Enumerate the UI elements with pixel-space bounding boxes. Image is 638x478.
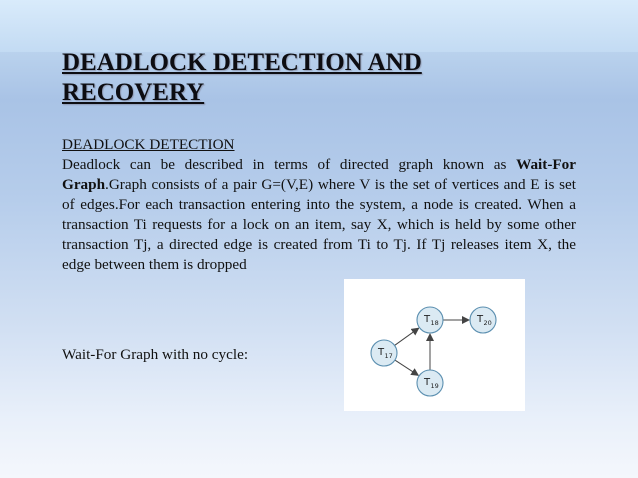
wait-for-graph-figure xyxy=(344,279,525,411)
node-t17 xyxy=(371,340,397,366)
slide-body xyxy=(62,135,576,275)
node-t19 xyxy=(417,370,443,396)
section-subheading: DEADLOCK DETECTION xyxy=(62,136,235,153)
edge-t17-to-t18 xyxy=(395,328,419,345)
node-t18 xyxy=(417,307,443,333)
node-subscript: 19 xyxy=(430,382,439,390)
paragraph-term: Wait-For Graph xyxy=(62,156,576,193)
node-t20 xyxy=(470,307,496,333)
graph-nodes xyxy=(371,307,496,396)
edge-t17-to-t19 xyxy=(395,360,418,375)
paragraph-intro: Deadlock can be described in terms of directed graph known as xyxy=(62,156,517,173)
node-subscript: 17 xyxy=(384,352,393,360)
slide-top-band xyxy=(0,0,638,52)
node-label: T xyxy=(424,377,431,388)
wait-for-graph-svg xyxy=(344,279,525,411)
slide-title: DEADLOCK DETECTION AND RECOVERY xyxy=(62,49,422,106)
node-subscript: 20 xyxy=(483,319,492,327)
definition-paragraph xyxy=(62,155,576,275)
node-label: T xyxy=(378,347,385,358)
node-label: T xyxy=(477,314,484,325)
paragraph-body: .Graph consists of a pair G=(V,E) where V is the set of vertices and E is set of edges.For each transaction entering into the system, a node is created. When a transaction Ti requests for a lock on an item, say X, which is held by some other transaction Tj, a directed edge is created from Ti to Tj. If Tj releases item X, the edge between them is dropped xyxy=(62,176,576,273)
node-label: T xyxy=(424,314,431,325)
node-subscript: 18 xyxy=(430,319,439,327)
graph-caption: Wait-For Graph with no cycle: xyxy=(62,346,249,363)
